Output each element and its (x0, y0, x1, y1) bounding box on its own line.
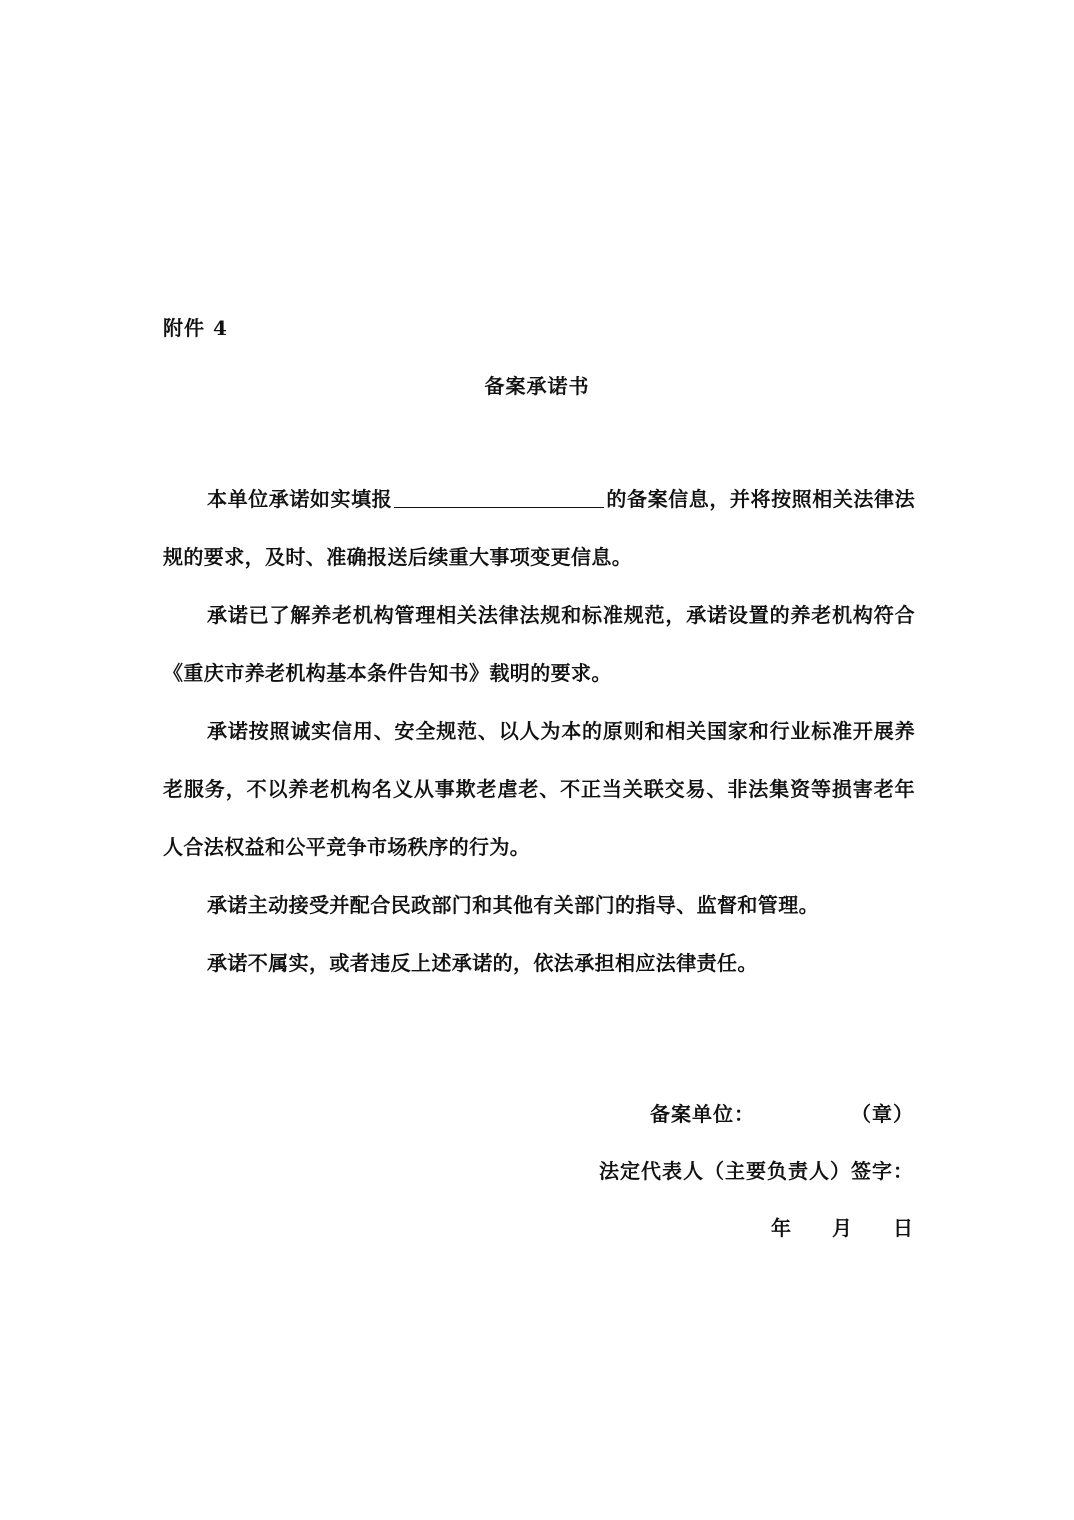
representative-signature-line (599, 1155, 914, 1184)
fill-in-blank (394, 485, 604, 508)
representative-label: 法定代表人（主要负责人）签字： (599, 1159, 914, 1183)
paragraph-1 (163, 470, 915, 586)
attachment-label: 附件 4 (163, 316, 228, 340)
year-label: 年 (771, 1216, 792, 1240)
filing-unit-label: 备案单位： (650, 1102, 755, 1126)
seal-label: （章） (851, 1102, 914, 1126)
filing-unit-line (650, 1098, 914, 1127)
document-title: 备案承诺书 (484, 374, 590, 398)
paragraph-1-lead: 本单位承诺如实填报 (207, 487, 393, 511)
paragraph-2: 承诺已了解养老机构管理相关法律法规和标准规范，承诺设置的养老机构符合《重庆市养老机构基本条件告知书》载明的要求。 (163, 603, 915, 685)
paragraph-1-rest: 的备案信息，并将按照相关法律法规的要求，及时、准确报送后续重大事项变更信息。 (163, 487, 915, 569)
date-line (771, 1212, 914, 1241)
month-label: 月 (832, 1216, 853, 1240)
day-label: 日 (893, 1216, 914, 1240)
paragraph-5: 承诺不属实，或者违反上述承诺的，依法承担相应法律责任。 (207, 951, 758, 975)
paragraph-3: 承诺按照诚实信用、安全规范、以人为本的原则和相关国家和行业标准开展养老服务，不以养老机构名义从事欺老虐老、不正当关联交易、非法集资等损害老年人合法权益和公平竞争市场秩序的行为。 (163, 719, 915, 859)
paragraph-4: 承诺主动接受并配合民政部门和其他有关部门的指导、监督和管理。 (207, 893, 819, 917)
commitment-body (163, 470, 915, 992)
